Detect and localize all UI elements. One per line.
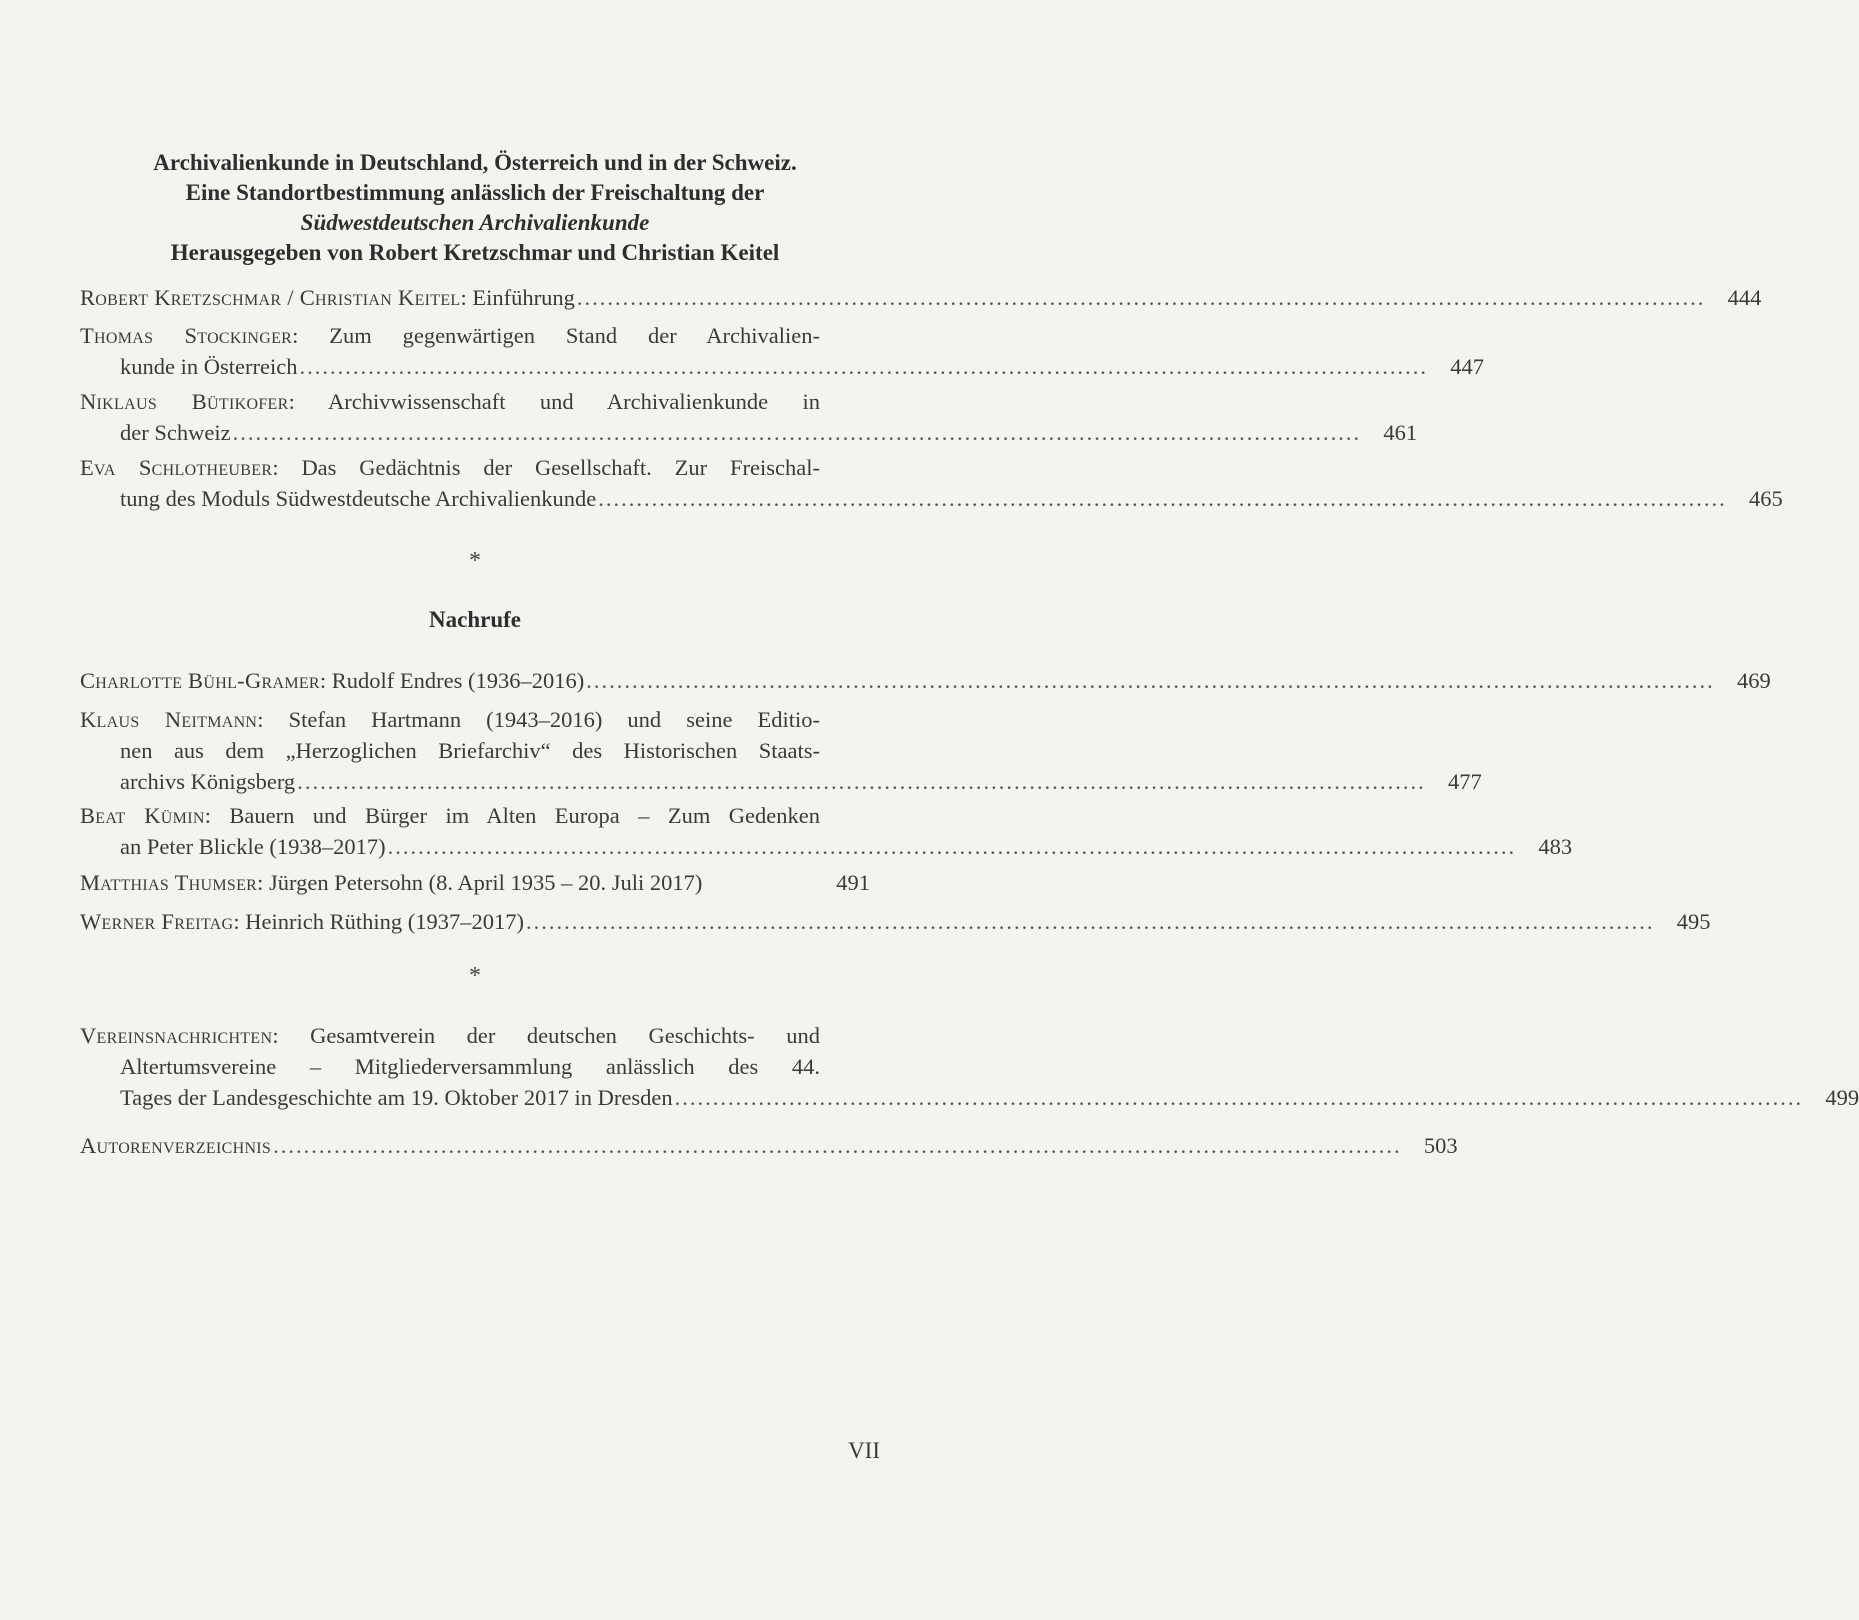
leader-dots: ....................................................................................................................................................	[232, 420, 1362, 445]
nachrufe-heading: Nachrufe	[429, 607, 521, 632]
entry-title-continuation: kunde in Österreich	[120, 354, 298, 379]
entry-author: Robert Kretzschmar / Christian Keitel	[80, 285, 461, 310]
entry-title-continuation: an Peter Blickle (1938–2017)	[120, 834, 386, 859]
leader-dots: ....................................................................................................................................................	[674, 1085, 1804, 1110]
entry-title: Jürgen Petersohn (8. April 1935 – 20. Juli 2017)	[269, 870, 703, 895]
toc-entry[interactable]: Klaus Neitmann: Stefan Hartmann (1943–2016) und seine Editio- nen aus dem „Herzoglichen Briefarchiv“ des Historischen Staats- archivs Königsberg .................................................................................................................................................... 477	[80, 704, 870, 797]
toc-entry-vereinsnachrichten[interactable]: Vereinsnachrichten: Gesamtverein der deutschen Geschichts- und Altertumsvereine – Mitgliederversammlung anlässlich des 44. Tages der Landesgeschichte am 19. Oktober 2017 in Dresden .................................................................................................................................................... 499	[80, 1020, 870, 1113]
entry-page-number: 469	[1737, 668, 1771, 693]
entry-page-number: 503	[1423, 1133, 1458, 1158]
entry-page-number: 461	[1383, 420, 1418, 445]
section-title-line-4: Herausgegeben von Robert Kretzschmar und Christian Keitel	[170, 240, 780, 265]
section-title-line-3: Südwestdeutschen Archivalienkunde	[300, 210, 650, 235]
entry-title: Das Gedächtnis der Gesellschaft. Zur Freischal-	[301, 455, 820, 480]
entry-title-continuation: tung des Moduls Südwestdeutsche Archivalienkunde	[120, 486, 597, 511]
separator-asterisk: *	[469, 963, 481, 989]
leader-dots: ....................................................................................................................................................	[299, 354, 1428, 379]
entry-title: Bauern und Bürger im Alten Europa – Zum Gedenken	[229, 803, 820, 828]
toc-entry[interactable]: Robert Kretzschmar / Christian Keitel: Einführung .................................................................................................................................................... 444	[80, 282, 870, 313]
entry-author: Thomas Stockinger	[80, 323, 293, 348]
entry-title-continuation: der Schweiz	[120, 420, 231, 445]
entry-title-continuation: archivs Königsberg	[120, 769, 296, 794]
leader-dots: ....................................................................................................................................................	[586, 668, 1715, 693]
entry-author: Niklaus Bütikofer	[80, 389, 289, 414]
entry-title: Heinrich Rüthing (1937–2017)	[245, 909, 525, 934]
leader-dots: ....................................................................................................................................................	[576, 285, 1706, 310]
toc-entry[interactable]: Beat Kümin: Bauern und Bürger im Alten Europa – Zum Gedenken an Peter Blickle (1938–2017) .................................................................................................................................................... 483	[80, 800, 870, 862]
entry-label: Vereinsnachrichten	[80, 1023, 273, 1048]
entry-page-number: 491	[836, 870, 870, 895]
toc-entry[interactable]: Werner Freitag: Heinrich Rüthing (1937–2017) .................................................................................................................................................... 495	[80, 906, 870, 937]
entry-author: Matthias Thumser	[80, 870, 258, 895]
entry-page-number: 499	[1825, 1085, 1859, 1110]
toc-entry[interactable]: Eva Schlotheuber: Das Gedächtnis der Gesellschaft. Zur Freischal- tung des Moduls Südwestdeutsche Archivalienkunde .................................................................................................................................................... 465	[80, 452, 870, 514]
page-folio: VII	[848, 1438, 880, 1463]
leader-dots: ....................................................................................................................................................	[297, 769, 1426, 794]
leader-dots: ....................................................................................................................................................	[526, 909, 1655, 934]
entry-page-number: 444	[1727, 285, 1762, 310]
leader-dots: ....................................................................................................................................................	[598, 486, 1727, 511]
entry-title: Rudolf Endres (1936–2016)	[331, 668, 585, 693]
leader-dots: ....................................................................................................................................................	[273, 1133, 1402, 1158]
entry-title-continuation: nen aus dem „Herzoglichen Briefarchiv“ des Historischen Staats-	[120, 738, 820, 763]
toc-entry[interactable]: Matthias Thumser: Jürgen Petersohn (8. April 1935 – 20. Juli 2017) 491	[80, 867, 870, 898]
section-heading	[80, 148, 870, 268]
entry-page-number: 495	[1676, 909, 1711, 934]
toc-entry[interactable]: Thomas Stockinger: Zum gegenwärtigen Stand der Archivalien- kunde in Österreich .................................................................................................................................................... 447	[80, 320, 870, 382]
section-title-line-1: Archivalienkunde in Deutschland, Österreich und in der Schweiz.	[153, 150, 797, 175]
section-title-line-2: Eine Standortbestimmung anlässlich der Freischaltung der	[185, 180, 765, 205]
entry-title-continuation: Tages der Landesgeschichte am 19. Oktober 2017 in Dresden	[120, 1085, 673, 1110]
entry-page-number: 477	[1447, 769, 1482, 794]
entry-title: Gesamtverein der deutschen Geschichts- und	[310, 1023, 820, 1048]
entry-author: Werner Freitag	[80, 909, 234, 934]
separator-asterisk: *	[469, 548, 481, 574]
toc-entry[interactable]: Charlotte Bühl-Gramer: Rudolf Endres (1936–2016) .................................................................................................................................................... 469	[80, 665, 870, 696]
entry-title: Einführung	[472, 285, 575, 310]
entry-title-continuation: Altertumsvereine – Mitgliederversammlung anlässlich des 44.	[120, 1054, 820, 1079]
entry-label: Autorenverzeichnis	[80, 1133, 272, 1158]
toc-entry[interactable]: Niklaus Bütikofer: Archivwissenschaft und Archivalienkunde in der Schweiz .................................................................................................................................................... 461	[80, 386, 870, 448]
entry-author: Beat Kümin	[80, 803, 205, 828]
entry-page-number: 483	[1538, 834, 1573, 859]
leader-dots: ....................................................................................................................................................	[387, 834, 1517, 859]
entry-author: Charlotte Bühl-Gramer	[80, 668, 320, 693]
entry-author: Eva Schlotheuber	[80, 455, 273, 480]
entry-title: Archivwissenschaft und Archivalienkunde in	[328, 389, 820, 414]
entry-title: Zum gegenwärtigen Stand der Archivalien-	[329, 323, 820, 348]
entry-author: Klaus Neitmann	[80, 707, 258, 732]
entry-page-number: 447	[1450, 354, 1484, 379]
entry-title: Stefan Hartmann (1943–2016) und seine Editio-	[288, 707, 820, 732]
toc-entry-autorenverzeichnis[interactable]	[80, 1130, 1458, 1161]
entry-page-number: 465	[1748, 486, 1783, 511]
